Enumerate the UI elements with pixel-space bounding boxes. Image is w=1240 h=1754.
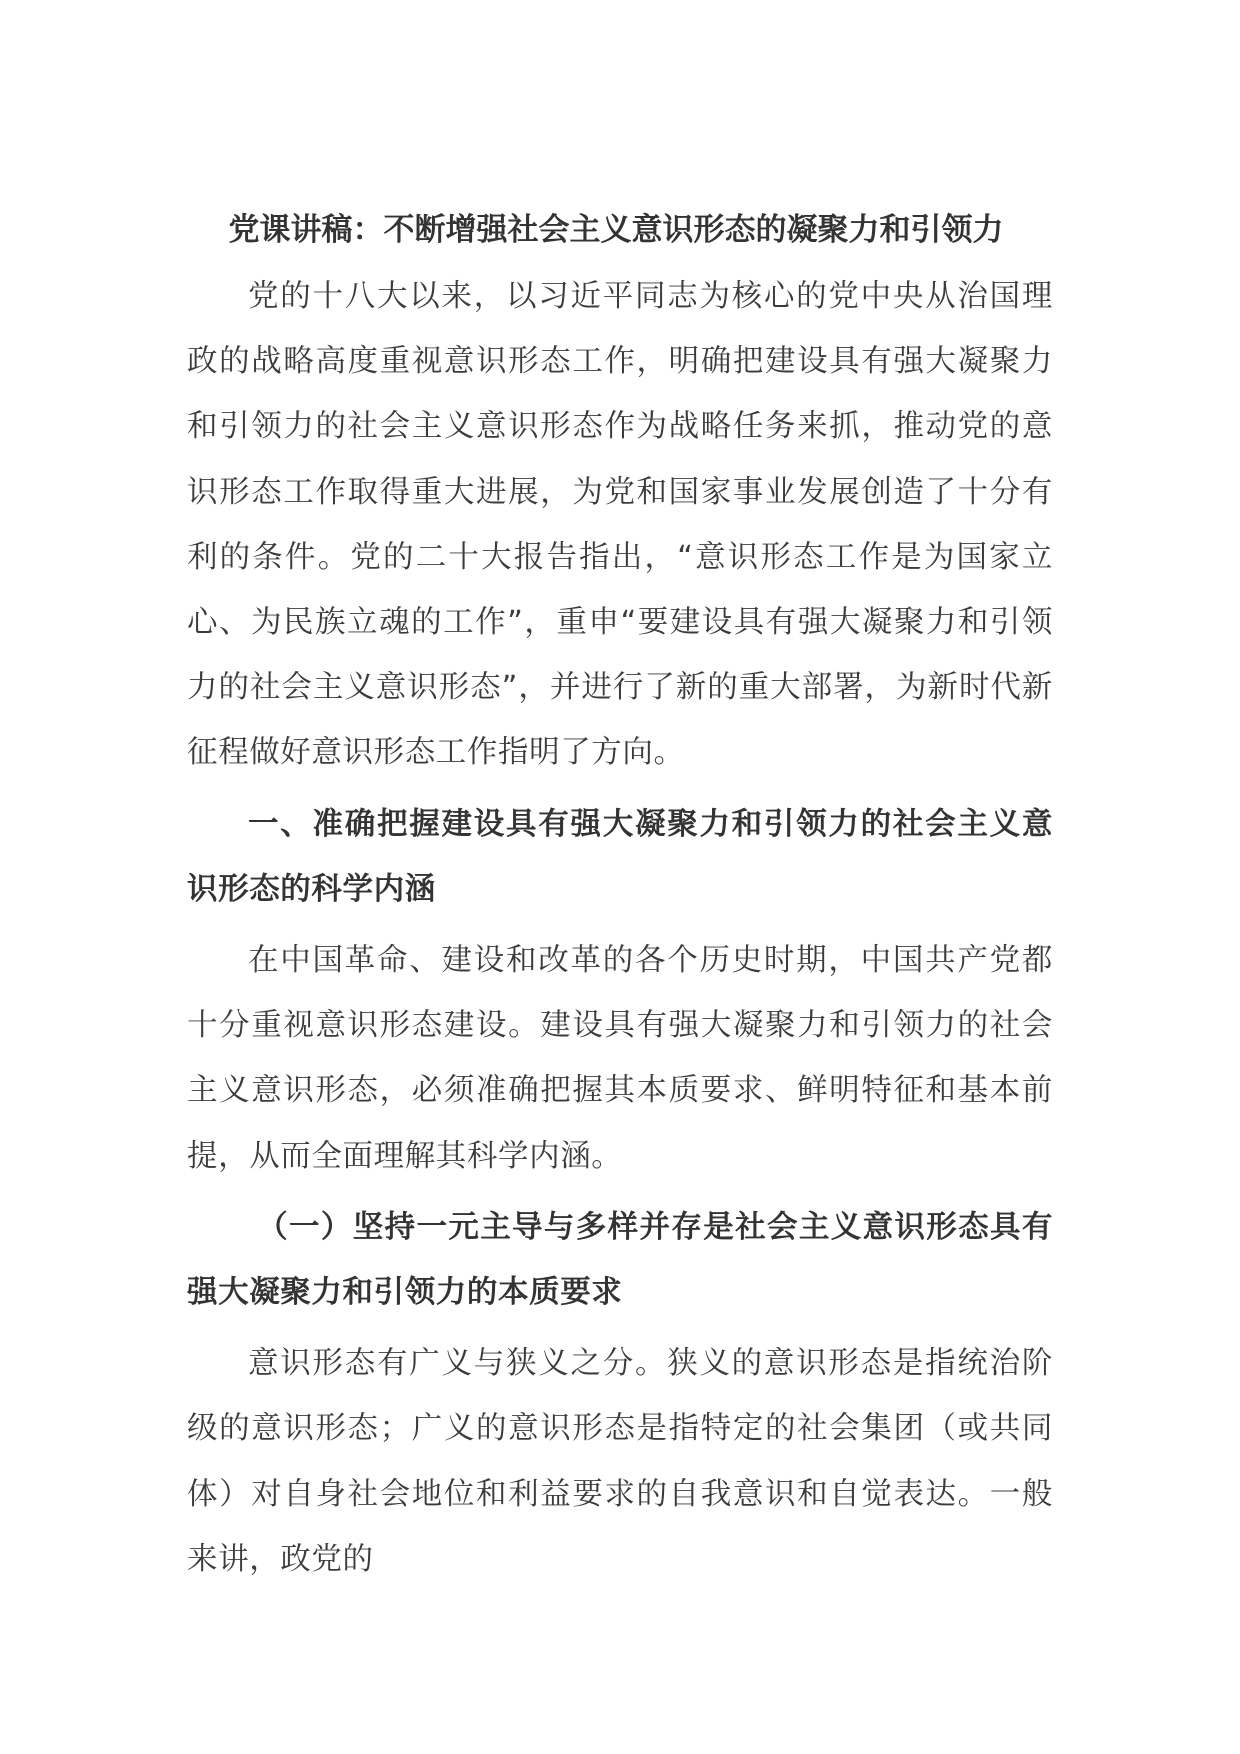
subsection-heading-1: （一）坚持一元主导与多样并存是社会主义意识形态具有强大凝聚力和引领力的本质要求	[187, 1209, 1053, 1311]
document-title: 党课讲稿：不断增强社会主义意识形态的凝聚力和引领力	[228, 212, 1004, 248]
section-1-paragraph: 在中国革命、建设和改革的各个历史时期，中国共产党都十分重视意识形态建设。建设具有强大凝聚力和引领力的社会主义意识形态，必须准确把握其本质要求、鲜明特征和基本前提，从而全面理解其科学内涵。	[187, 943, 1053, 1174]
subsection-1-paragraph: 意识形态有广义与狭义之分。狭义的意识形态是指统治阶级的意识形态；广义的意识形态是指特定的社会集团（或共同体）对自身社会地位和利益要求的自我意识和自觉表达。一般来讲，政党的	[187, 1346, 1053, 1577]
intro-paragraph: 党的十八大以来，以习近平同志为核心的党中央从治国理政的战略高度重视意识形态工作，明确把建设具有强大凝聚力和引领力的社会主义意识形态作为战略任务来抓，推动党的意识形态工作取得重大进展，为党和国家事业发展创造了十分有利的条件。党的二十大报告指出，“意识形态工作是为国家立心、为民族立魂的工作”，重申“要建设具有强大凝聚力和引领力的社会主义意识形态”，并进行了新的重大部署，为新时代新征程做好意识形态工作指明了方向。	[187, 279, 1053, 771]
section-heading-1: 一、准确把握建设具有强大凝聚力和引领力的社会主义意识形态的科学内涵	[187, 806, 1053, 907]
document-page	[187, 198, 1053, 1592]
